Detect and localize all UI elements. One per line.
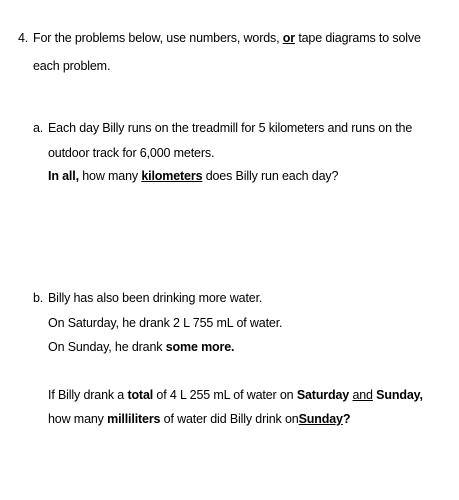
part-b-line-2: On Saturday, he drank 2 L 755 mL of water.	[48, 316, 283, 330]
part-b-line-3: On Sunday, he drank some more.	[48, 340, 235, 354]
kilometers-emphasis: kilometers	[141, 169, 203, 183]
part-b-label: b.	[33, 291, 44, 305]
total-emphasis: total	[127, 388, 154, 402]
problem-intro-line-1: For the problems below, use numbers, words, or tape diagrams to solve	[33, 31, 421, 45]
part-a-question: In all, how many kilometers does Billy run each day?	[48, 169, 339, 183]
problem-intro-line-2: each problem.	[33, 59, 111, 73]
part-b-question-line-1: If Billy drank a total of 4 L 255 mL of water on Saturday and Sunday,	[48, 388, 423, 402]
saturday-emphasis: Saturday	[296, 388, 350, 402]
part-a-label: a.	[33, 121, 44, 135]
sunday-question-emphasis: Sunday	[298, 412, 343, 426]
and-emphasis: and	[352, 388, 373, 402]
part-b-question-line-2: how many milliliters of water did Billy drink onSunday?	[48, 412, 351, 426]
problem-number: 4.	[18, 31, 29, 45]
or-emphasis: or	[282, 31, 295, 45]
part-a-line-2: outdoor track for 6,000 meters.	[48, 146, 215, 160]
milliliters-emphasis: milliliters	[107, 412, 161, 426]
some-more-emphasis: some more.	[165, 340, 235, 354]
in-all-emphasis: In all,	[48, 169, 79, 183]
part-a-line-1: Each day Billy runs on the treadmill for 5 kilometers and runs on the	[48, 121, 413, 135]
part-b-line-1: Billy has also been drinking more water.	[48, 291, 263, 305]
sunday-emphasis: Sunday,	[376, 388, 423, 402]
